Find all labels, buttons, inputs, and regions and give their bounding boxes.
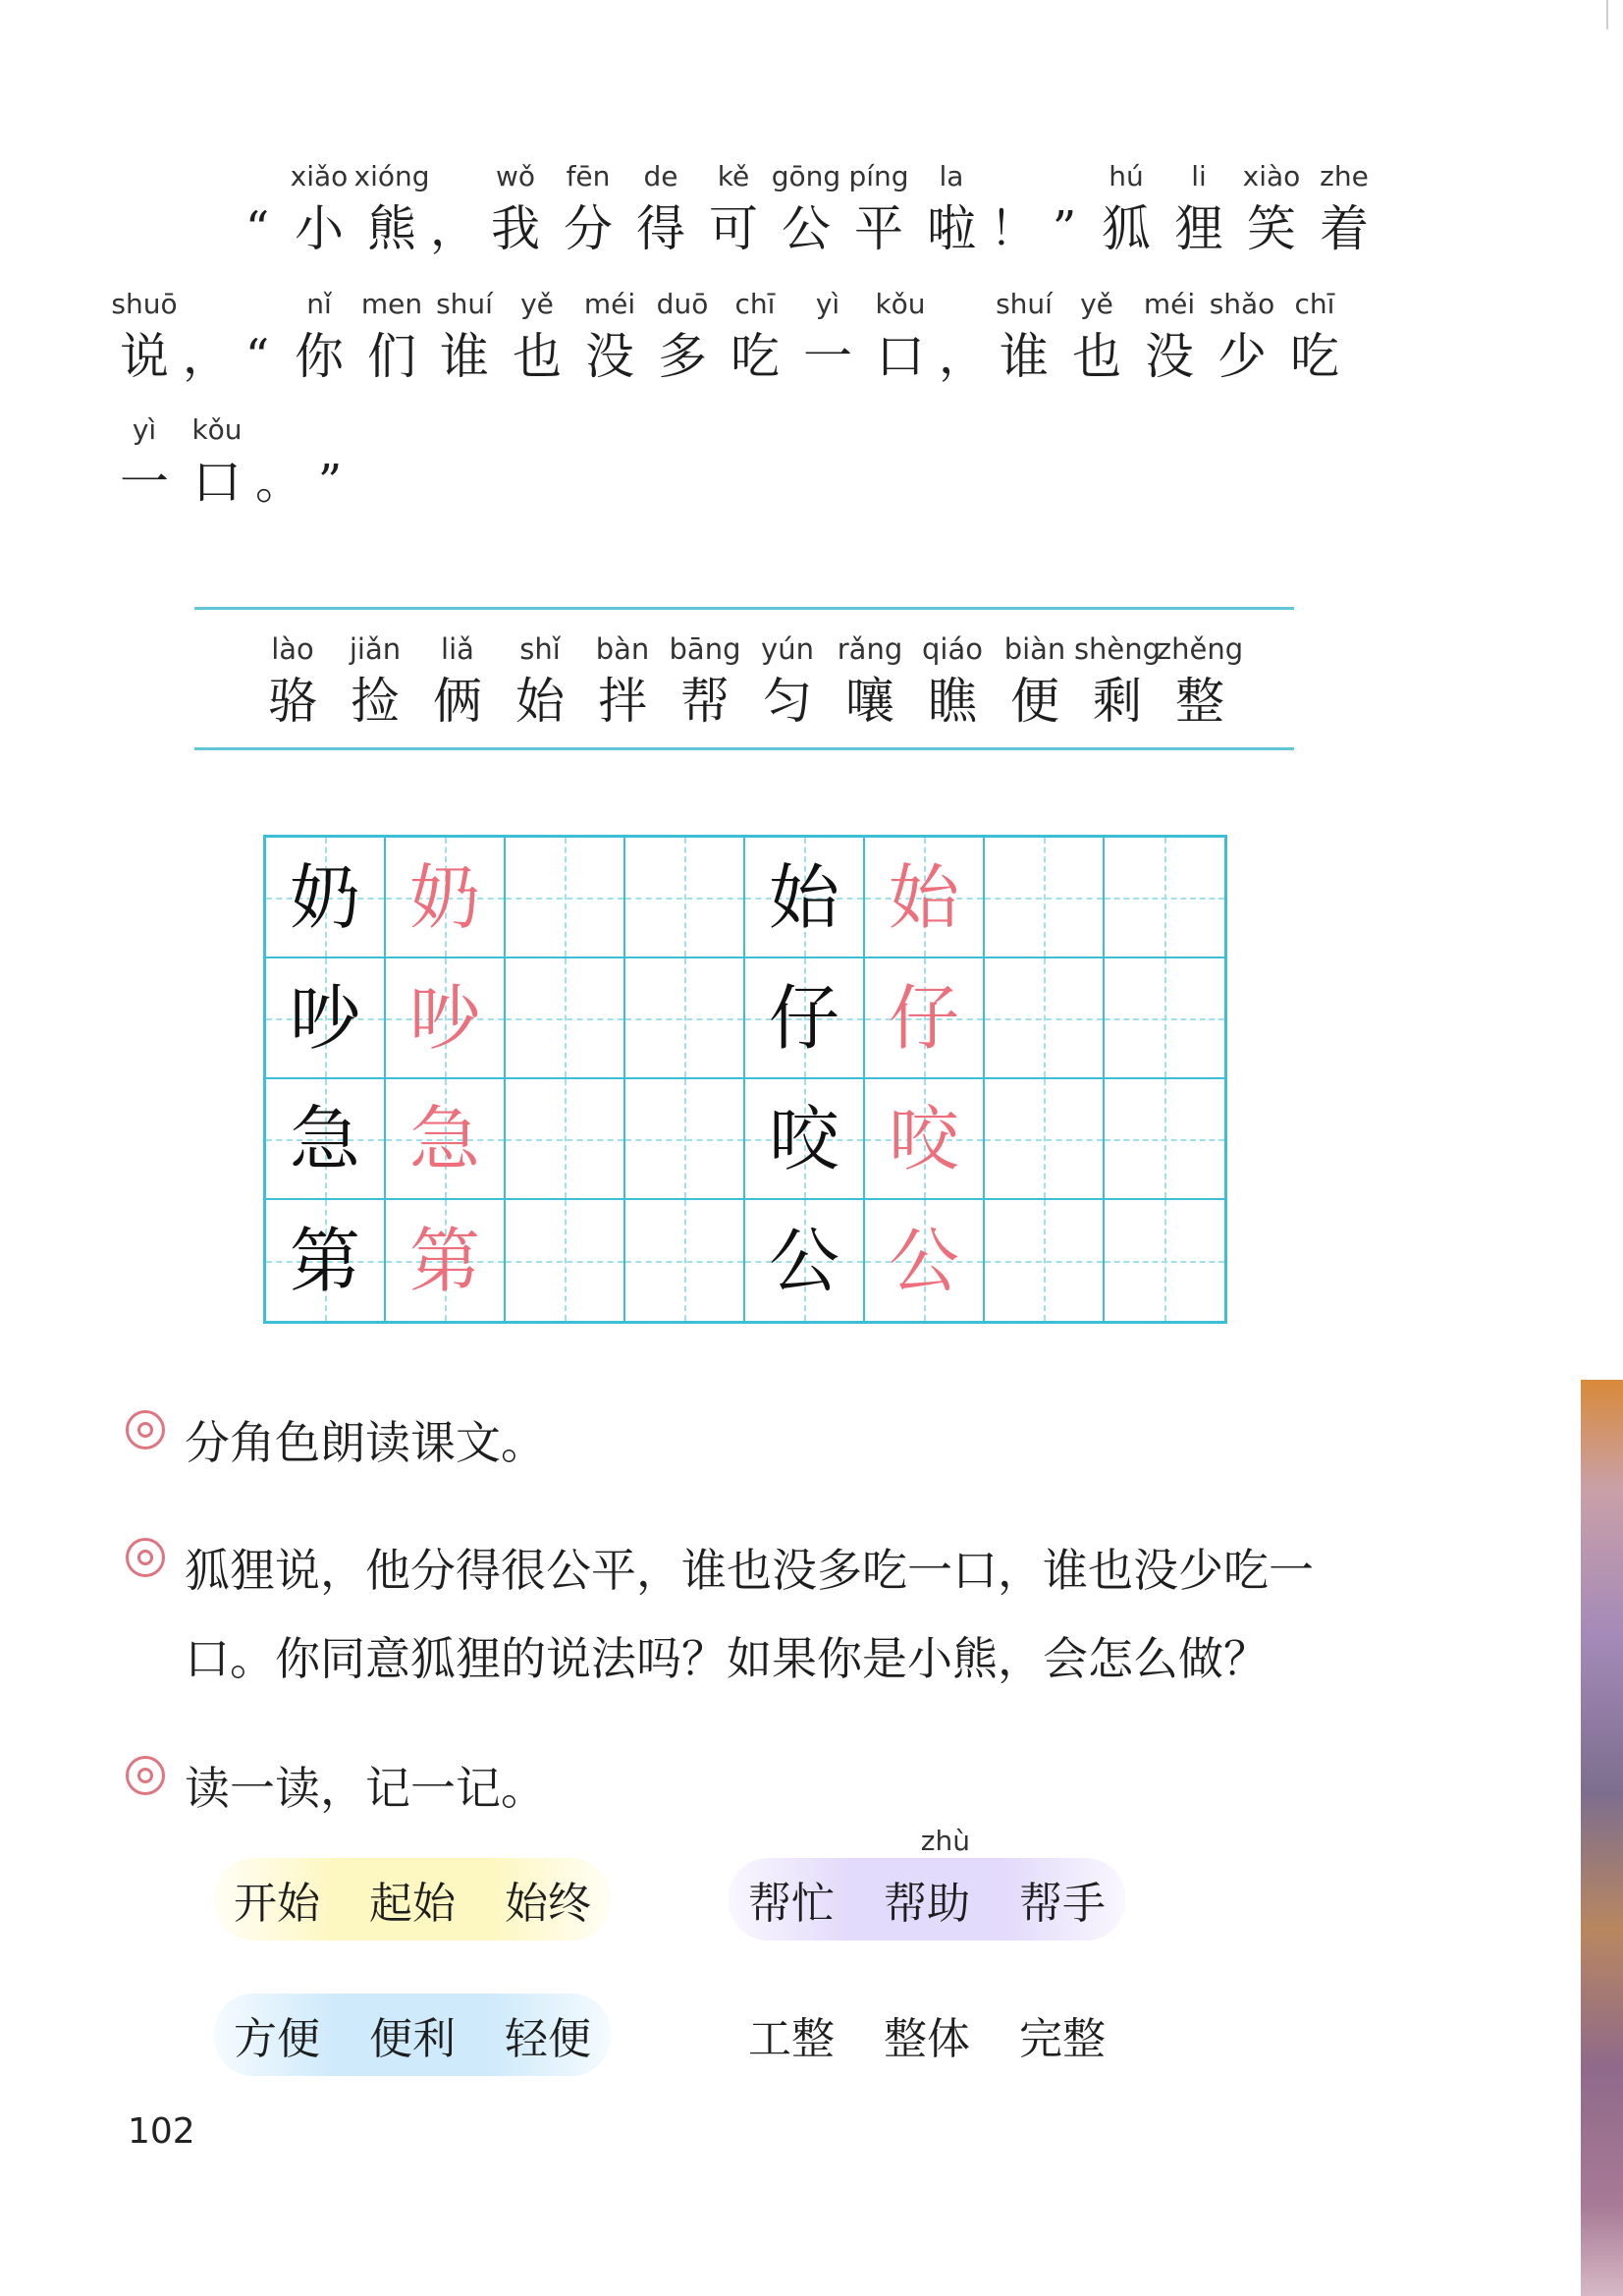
pinyin: men	[360, 288, 423, 320]
hanzi: 谁	[1000, 328, 1049, 385]
hanzi: 多	[658, 328, 707, 385]
hanzi: ！	[989, 201, 1037, 256]
passage-line-1	[232, 157, 1380, 261]
hanzi: 平	[854, 200, 903, 257]
pinyin: la	[939, 160, 964, 192]
hanzi: ”	[1052, 201, 1077, 256]
grid-cell	[386, 958, 506, 1079]
exercise-2	[126, 1526, 1314, 1703]
pinyin: yě	[1080, 288, 1113, 320]
new-character	[1073, 629, 1162, 734]
ruby-character	[770, 157, 842, 261]
punctuation	[937, 285, 988, 389]
hanzi: 一	[803, 328, 852, 385]
word: 帮手	[1019, 1879, 1106, 1929]
ruby-character	[1278, 285, 1351, 389]
new-character	[994, 629, 1076, 734]
grid-cell	[625, 1200, 745, 1321]
ruby-character	[1133, 285, 1206, 389]
grid-cell	[625, 838, 745, 958]
word: 完整	[1019, 2014, 1106, 2064]
grid-cell	[506, 838, 625, 958]
pinyin: shuō	[111, 288, 178, 320]
punctuation	[1039, 157, 1090, 261]
word-group-2	[729, 1825, 1125, 1941]
hanzi: 一	[120, 454, 169, 511]
grid-cell	[386, 838, 506, 958]
grid-cell	[266, 1200, 386, 1321]
grid-cell	[1105, 1200, 1224, 1321]
hanzi: “	[244, 201, 270, 256]
trace-character: 公	[888, 1219, 959, 1302]
new-character	[746, 629, 829, 734]
grid-cell	[865, 958, 985, 1079]
hanzi: 熊	[367, 200, 416, 257]
pinyin: jiǎn	[349, 632, 402, 666]
word: 便利	[369, 2014, 456, 2064]
pinyin: píng	[848, 160, 909, 192]
grid-cell	[985, 838, 1105, 958]
trace-character: 奶	[408, 855, 480, 939]
model-character: 急	[289, 1097, 360, 1180]
passage-line-3	[108, 410, 355, 515]
ruby-character	[791, 285, 864, 389]
grid-cell	[985, 1079, 1105, 1200]
new-character	[334, 629, 416, 734]
pinyin: kǒu	[191, 413, 243, 446]
exercise-3-line-1: 读一读，记一记。	[185, 1762, 546, 1815]
new-character	[664, 629, 746, 734]
hanzi: 谁	[440, 328, 489, 385]
grid-cell	[386, 1079, 506, 1200]
adjacent-page-illustration	[1581, 1380, 1623, 2296]
ruby-character	[1206, 285, 1278, 389]
ruby-character	[108, 285, 181, 389]
word: 帮忙	[748, 1879, 835, 1929]
hanzi: 吃	[1290, 328, 1339, 385]
exercise-2-text	[185, 1526, 1314, 1703]
ruby-character	[355, 285, 428, 389]
ruby-character	[283, 285, 355, 389]
pinyin: bàn	[595, 632, 650, 666]
exercise-1-text	[185, 1398, 546, 1487]
hanzi: 也	[513, 328, 562, 385]
exercise-3-text	[185, 1744, 546, 1832]
pinyin: xióng	[353, 160, 430, 192]
hanzi: 笑	[1247, 200, 1296, 257]
ruby-character	[181, 410, 253, 515]
hanzi: 骆	[268, 673, 317, 730]
pinyin: yún	[761, 632, 814, 666]
exercise-1-line-1: 分角色朗读课文。	[185, 1416, 546, 1469]
margin-line	[1606, 0, 1608, 29]
pinyin: méi	[583, 288, 636, 320]
grid-cell	[266, 838, 386, 958]
hanzi: 口	[192, 454, 242, 511]
trace-character: 急	[408, 1097, 480, 1180]
ruby-character	[915, 157, 988, 261]
hanzi: 没	[1145, 328, 1194, 385]
pinyin: yì	[132, 413, 157, 446]
hanzi: 始	[515, 673, 565, 730]
new-character	[581, 629, 664, 734]
ruby-character	[1090, 157, 1163, 261]
hanzi: 小	[295, 200, 344, 257]
pinyin: hú	[1109, 160, 1144, 192]
ruby-character	[108, 410, 181, 515]
ruby-character	[283, 157, 355, 261]
new-character	[499, 629, 581, 734]
pinyin: méi	[1143, 288, 1196, 320]
pinyin: xiǎo	[290, 160, 349, 192]
hanzi: 嚷	[845, 673, 894, 730]
grid-cell	[1105, 838, 1224, 958]
ruby-character	[355, 157, 428, 261]
word-pinyin: zhù	[920, 1825, 970, 1857]
hanzi: 你	[295, 328, 344, 385]
model-character: 奶	[289, 855, 360, 939]
hanzi: 公	[782, 200, 831, 257]
grid-cell	[1105, 958, 1224, 1079]
hanzi: 着	[1320, 200, 1369, 257]
grid-cell	[266, 1079, 386, 1200]
trace-character: 咬	[888, 1097, 959, 1180]
hanzi: 俩	[433, 673, 482, 730]
ruby-character	[697, 157, 770, 261]
passage-line-2	[108, 285, 1351, 389]
pinyin: fēn	[566, 160, 611, 192]
pinyin: chī	[734, 288, 776, 320]
grid-cell	[506, 958, 625, 1079]
punctuation	[988, 157, 1039, 261]
grid-cell	[985, 1200, 1105, 1321]
pinyin: shǎo	[1209, 288, 1275, 320]
grid-cell	[745, 1200, 865, 1321]
model-character: 第	[289, 1219, 360, 1302]
hanzi: 得	[636, 200, 685, 257]
hanzi: “	[244, 329, 270, 384]
grid-cell	[506, 1200, 625, 1321]
hanzi: 帮	[680, 673, 730, 730]
pinyin: nǐ	[306, 288, 332, 320]
model-character: 始	[768, 855, 839, 939]
model-character: 仔	[768, 976, 839, 1060]
hanzi: 便	[1010, 673, 1059, 730]
ruby-character	[1235, 157, 1308, 261]
grid-cell	[625, 1079, 745, 1200]
hanzi: ”	[317, 455, 343, 510]
pinyin: li	[1191, 160, 1207, 192]
hanzi: 可	[709, 200, 758, 257]
punctuation	[304, 410, 355, 515]
hanzi: 少	[1217, 328, 1267, 385]
hanzi: 们	[367, 328, 416, 385]
trace-character: 吵	[408, 976, 480, 1060]
punctuation	[181, 285, 232, 389]
hanzi: 分	[564, 200, 613, 257]
grid-cell	[865, 1079, 985, 1200]
ruby-character	[624, 157, 697, 261]
pinyin: zhe	[1320, 160, 1369, 192]
hanzi: ，	[938, 329, 986, 384]
hanzi: 口	[876, 328, 925, 385]
new-character	[416, 629, 499, 734]
grid-cell	[865, 1200, 985, 1321]
word-group-3	[214, 1994, 611, 2076]
pinyin: chī	[1294, 288, 1335, 320]
pinyin: shuí	[996, 288, 1053, 320]
word: 工整	[748, 2014, 835, 2064]
pinyin: wǒ	[495, 160, 536, 192]
pinyin: qiáo	[922, 632, 983, 666]
grid-cell	[506, 1079, 625, 1200]
ruby-character	[479, 157, 552, 261]
grid-cell	[266, 958, 386, 1079]
ruby-character	[1060, 285, 1133, 389]
new-character	[251, 629, 334, 734]
word: 轻便	[505, 2014, 591, 2064]
word-text: 帮助	[884, 1879, 970, 1929]
grid-cell	[745, 1079, 865, 1200]
exercise-bullet-icon	[126, 1410, 165, 1449]
exercise-1	[126, 1398, 546, 1487]
pinyin: liǎ	[441, 632, 474, 666]
word: 开始	[234, 1879, 320, 1929]
hanzi: 吃	[730, 328, 780, 385]
pinyin: yì	[815, 288, 840, 320]
hanzi: 整	[1175, 673, 1224, 730]
grid-cell	[745, 838, 865, 958]
pinyin: rǎng	[837, 632, 903, 666]
exercise-2-line-2: 口。你同意狐狸的说法吗？如果你是小熊，会怎么做？	[185, 1632, 1269, 1685]
exercise-bullet-icon	[126, 1538, 165, 1577]
hanzi: ，	[429, 201, 477, 256]
exercise-bullet-icon	[126, 1756, 165, 1795]
word	[884, 1825, 970, 1931]
trace-character: 第	[408, 1219, 480, 1302]
exercise-3	[126, 1744, 546, 1832]
hanzi: 捡	[351, 673, 400, 730]
pinyin: gōng	[771, 160, 841, 192]
pinyin: zhěng	[1156, 632, 1244, 666]
hanzi: 瞧	[928, 673, 977, 730]
pinyin: de	[643, 160, 678, 192]
new-character	[911, 629, 994, 734]
ruby-character	[501, 285, 573, 389]
model-character: 公	[768, 1219, 839, 1302]
punctuation	[253, 410, 304, 515]
word: 起始	[369, 1879, 456, 1929]
pinyin: shuí	[436, 288, 493, 320]
hanzi: ，	[182, 329, 230, 384]
model-character: 咬	[768, 1097, 839, 1180]
hanzi: 没	[585, 328, 634, 385]
ruby-character	[573, 285, 646, 389]
pinyin: kǒu	[875, 288, 926, 320]
ruby-character	[988, 285, 1060, 389]
pinyin: yě	[520, 288, 554, 320]
pinyin: shèng	[1073, 632, 1162, 666]
hanzi: 。	[254, 455, 302, 510]
pinyin: biàn	[1003, 632, 1066, 666]
page-number: 102	[128, 2111, 195, 2152]
word: 整体	[884, 2014, 970, 2064]
exercise-2-line-1: 狐狸说，他分得很公平，谁也没多吃一口，谁也没少吃一	[185, 1544, 1314, 1597]
trace-character: 仔	[888, 976, 959, 1060]
new-character	[1156, 629, 1244, 734]
grid-cell	[625, 958, 745, 1079]
ruby-character	[864, 285, 937, 389]
ruby-character	[646, 285, 719, 389]
pinyin: shǐ	[519, 632, 561, 666]
ruby-character	[719, 285, 791, 389]
ruby-character	[428, 285, 501, 389]
new-character	[829, 629, 911, 734]
word-group-1	[214, 1858, 611, 1941]
punctuation	[232, 285, 283, 389]
grid-cell	[745, 958, 865, 1079]
trace-character: 始	[888, 855, 959, 939]
hanzi: 狐	[1102, 200, 1151, 257]
writing-practice-grid	[263, 835, 1227, 1324]
ruby-character	[842, 157, 915, 261]
grid-cell	[985, 958, 1105, 1079]
pinyin: kě	[717, 160, 750, 192]
word: 始终	[505, 1879, 591, 1929]
ruby-character	[1163, 157, 1235, 261]
hanzi: 啦	[927, 200, 976, 257]
hanzi: 拌	[598, 673, 647, 730]
word: 方便	[234, 2014, 320, 2064]
pinyin: duō	[656, 288, 709, 320]
hanzi: 我	[491, 200, 540, 257]
word-group-4	[729, 1994, 1125, 2076]
grid-cell	[1105, 1079, 1224, 1200]
ruby-character	[1308, 157, 1380, 261]
hanzi: 也	[1072, 328, 1121, 385]
pinyin: lào	[271, 632, 314, 666]
new-characters-row	[251, 629, 1244, 734]
hanzi: 匀	[763, 673, 812, 730]
new-characters-strip	[194, 607, 1294, 750]
ruby-character	[552, 157, 624, 261]
grid-cell	[865, 838, 985, 958]
grid-cell	[386, 1200, 506, 1321]
hanzi: 剩	[1093, 673, 1142, 730]
pinyin: xiào	[1242, 160, 1301, 192]
punctuation	[428, 157, 479, 261]
pinyin: bāng	[669, 632, 741, 666]
punctuation	[232, 157, 283, 261]
hanzi: 狸	[1174, 200, 1223, 257]
hanzi: 说	[120, 328, 169, 385]
model-character: 吵	[289, 976, 360, 1060]
